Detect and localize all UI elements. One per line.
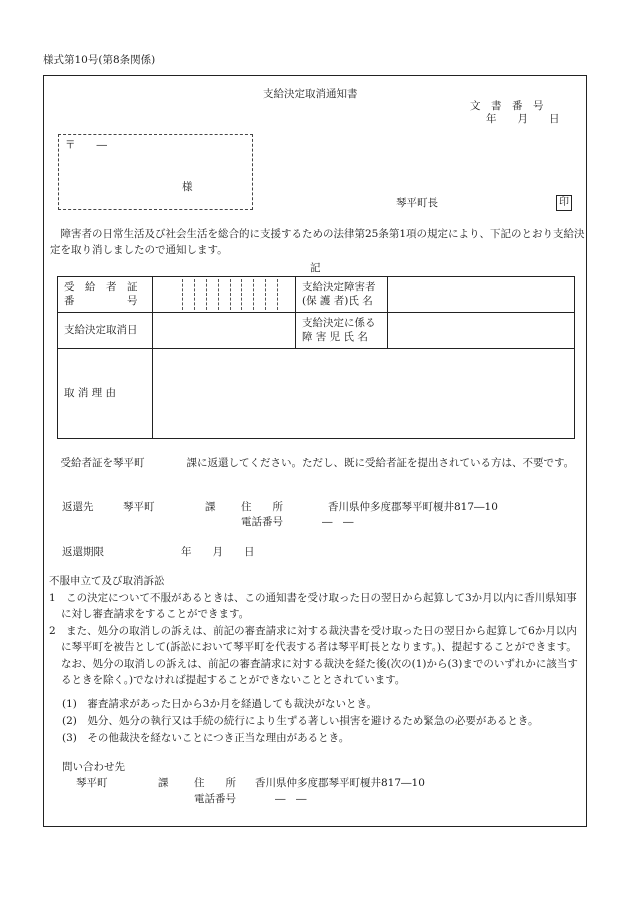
child-name-field[interactable] [388, 313, 575, 349]
document-number-label: 文 書 番 号 [470, 100, 544, 112]
return-dest-label: 返還先 [62, 501, 94, 513]
recipient-address-box [58, 134, 253, 210]
reason-field[interactable] [153, 349, 575, 439]
inquiry-town: 琴平町 [76, 777, 108, 789]
recipient-name-field[interactable] [388, 277, 575, 313]
cert-number-label: 受 給 者 証 番 号 [58, 277, 153, 313]
return-notice: 受給者証を琴平町 課に返還してください。ただし、既に受給者証を提出されている方は、不要です。 [60, 457, 575, 469]
return-dest-phone: ― ― [322, 516, 354, 528]
child-name-label: 支給決定に係る 障 害 児 氏 名 [296, 313, 388, 349]
appeal-item-2: 2 また、処分の取消しの訴えは、前記の審査請求に対する裁決書を受け取った日の翌日から起算して6か月以内に琴平町を被告として(訴訟において琴平町を代表する者は琴平町長となります。)、提起することができます。なお、処分の取消しの訴えは、前記の審査請求に対する裁決を経た後(次の(1)から(3)までのいずれかに該当するときを除く。)でなければ提起することができないこととされています。 [49, 625, 578, 686]
return-dest-address-label: 住 所 [241, 501, 283, 513]
inquiry-dept: 課 [158, 777, 169, 789]
return-deadline-label: 返還期限 [62, 546, 104, 558]
appeal-sub-item-1: (1) 審査請求があった日から3か月を経過しても裁決がないとき。 [62, 698, 378, 710]
inquiry-address: 香川県仲多度郡琴平町榎井817―10 [255, 777, 425, 789]
honorific: 様 [182, 181, 193, 193]
cert-number-digit-boxes [171, 279, 289, 310]
appeal-item-1: 1 この決定について不服があるときは、この通知書を受け取った日の翌日から起算して3か月以内に香川県知事に対し審査請求をすることができます。 [49, 592, 577, 621]
cert-number-field[interactable] [153, 277, 296, 313]
document-date: 年 月 日 [486, 113, 560, 125]
return-dest-dept: 課 [205, 501, 216, 513]
revocation-date-label: 支給決定取消日 [58, 313, 153, 349]
appeal-sub-item-2: (2) 処分、処分の執行又は手続の続行により生ずる著しい損害を避けるため緊急の必要があるとき。 [62, 715, 539, 727]
reason-label: 取 消 理 由 [58, 349, 153, 439]
return-deadline-date: 年 月 日 [181, 546, 255, 558]
appeal-sub-item-3: (3) その他裁決を経ないことにつき正当な理由があるとき。 [62, 732, 350, 744]
form-id: 様式第10号(第8条関係) [43, 54, 156, 66]
return-dest-town: 琴平町 [123, 501, 155, 513]
return-dest-address: 香川県仲多度郡琴平町榎井817―10 [328, 501, 498, 513]
recipient-name-label: 支給決定障害者 (保 護 者)氏 名 [296, 277, 388, 313]
ki-heading: 記 [310, 262, 321, 274]
appeal-heading: 不服申立て及び取消訴訟 [49, 575, 165, 587]
inquiry-address-label: 住 所 [194, 777, 236, 789]
intro-paragraph: 障害者の日常生活及び社会生活を総合的に支援するための法律第25条第1項の規定により、下記のとおり支給決定を取り消しましたので通知します。 [50, 228, 585, 257]
issuer: 琴平町長 [396, 197, 438, 209]
inquiry-phone: ― ― [275, 793, 307, 805]
seal-mark: 印 [556, 195, 572, 211]
inquiry-phone-label: 電話番号 [194, 793, 236, 805]
document-title: 支給決定取消通知書 [263, 88, 358, 100]
revocation-date-field[interactable] [153, 313, 296, 349]
postal-mark: 〒 ― [65, 139, 107, 151]
inquiry-label: 問い合わせ先 [62, 761, 125, 773]
record-table [57, 276, 575, 439]
return-dest-phone-label: 電話番号 [241, 516, 283, 528]
